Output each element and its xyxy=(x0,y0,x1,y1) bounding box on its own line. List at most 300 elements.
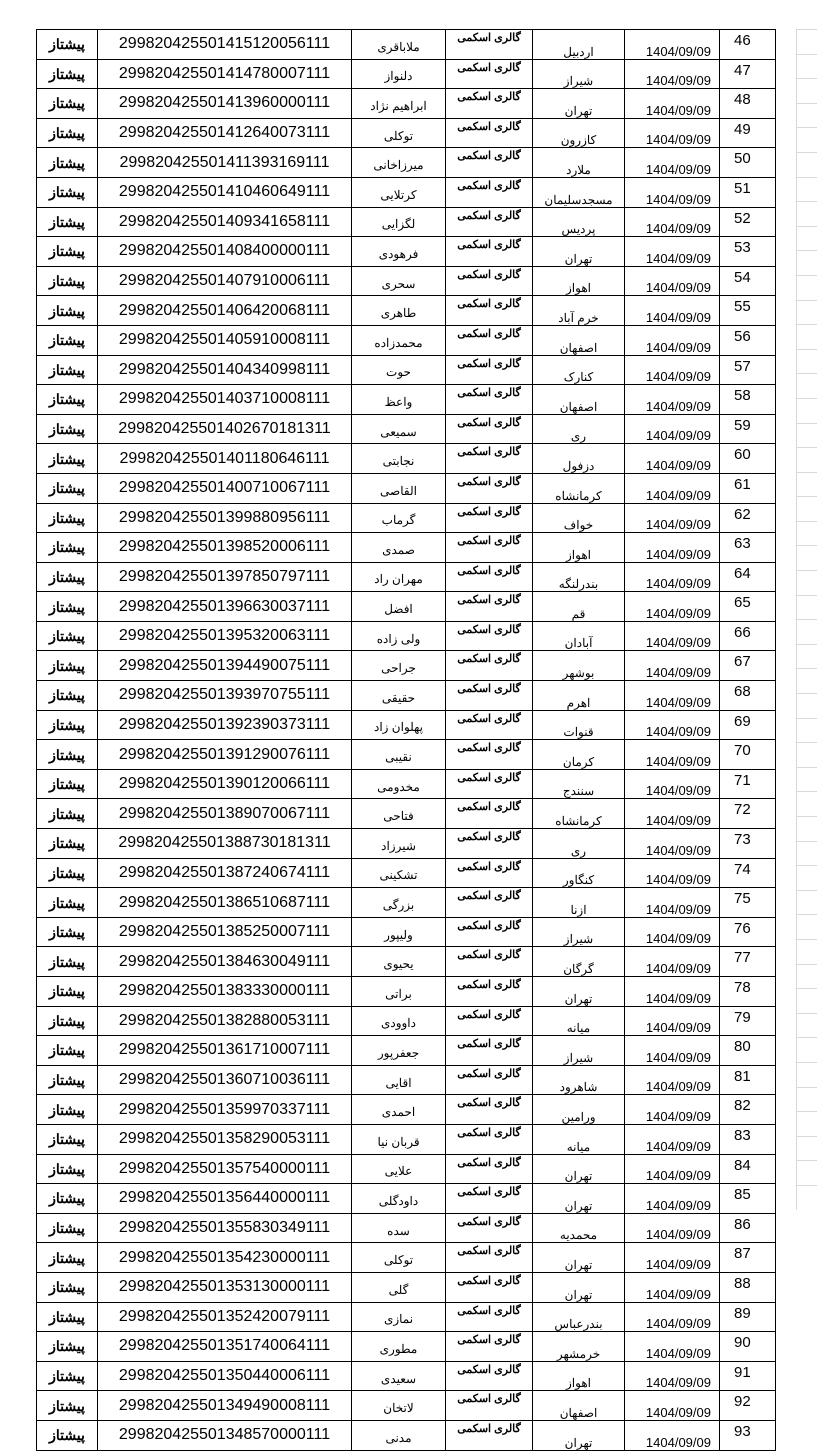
cell-gallery: گالری اسکمی xyxy=(446,473,533,503)
cell-row-number: 76 xyxy=(720,917,776,947)
table-row xyxy=(37,414,776,444)
cell-customer-name: مطوری xyxy=(352,1332,446,1362)
table-row xyxy=(37,681,776,711)
cell-gallery: گالری اسکمی xyxy=(446,1243,533,1273)
cell-shipping-type: پیشتاز xyxy=(37,917,98,947)
cell-tracking-code: 299820425501353130000111 xyxy=(98,1272,352,1302)
cell-row-number: 74 xyxy=(720,858,776,888)
cell-date: 1404/09/09 xyxy=(625,148,720,178)
cell-city: اهرم xyxy=(533,681,625,711)
cell-shipping-type: پیشتاز xyxy=(37,118,98,148)
cell-customer-name: پهلوان زاد xyxy=(352,710,446,740)
cell-row-number: 67 xyxy=(720,651,776,681)
cell-shipping-type: پیشتاز xyxy=(37,1243,98,1273)
cell-row-number: 68 xyxy=(720,681,776,711)
cell-row-number: 89 xyxy=(720,1302,776,1332)
cell-city: خرم آباد xyxy=(533,296,625,326)
cell-row-number: 59 xyxy=(720,414,776,444)
cell-tracking-code: 299820425501354230000111 xyxy=(98,1243,352,1273)
cell-row-number: 84 xyxy=(720,1154,776,1184)
grid-cell xyxy=(796,152,817,177)
cell-tracking-code: 299820425501391290076111 xyxy=(98,740,352,770)
cell-customer-name: نمازی xyxy=(352,1302,446,1332)
cell-city: مسجدسلیمان xyxy=(533,177,625,207)
table-row xyxy=(37,59,776,89)
cell-customer-name: اقایی xyxy=(352,1065,446,1095)
cell-date: 1404/09/09 xyxy=(625,1272,720,1302)
cell-date: 1404/09/09 xyxy=(625,977,720,1007)
grid-cell xyxy=(796,496,817,521)
table-row xyxy=(37,325,776,355)
cell-customer-name: افضل xyxy=(352,592,446,622)
cell-row-number: 48 xyxy=(720,89,776,119)
cell-date: 1404/09/09 xyxy=(625,1036,720,1066)
cell-city: ازنا xyxy=(533,888,625,918)
cell-gallery: گالری اسکمی xyxy=(446,148,533,178)
cell-row-number: 62 xyxy=(720,503,776,533)
table-row xyxy=(37,1154,776,1184)
grid-cell xyxy=(796,54,817,79)
cell-shipping-type: پیشتاز xyxy=(37,325,98,355)
cell-shipping-type: پیشتاز xyxy=(37,148,98,178)
cell-row-number: 57 xyxy=(720,355,776,385)
cell-tracking-code: 299820425501384630049111 xyxy=(98,947,352,977)
table-row xyxy=(37,769,776,799)
cell-shipping-type: پیشتاز xyxy=(37,207,98,237)
grid-cell xyxy=(796,914,817,939)
table-row xyxy=(37,296,776,326)
cell-customer-name: مهران راد xyxy=(352,562,446,592)
cell-customer-name: سده xyxy=(352,1213,446,1243)
cell-city: اهواز xyxy=(533,266,625,296)
cell-tracking-code: 299820425501350440006111 xyxy=(98,1361,352,1391)
cell-row-number: 65 xyxy=(720,592,776,622)
cell-city: ری xyxy=(533,829,625,859)
cell-gallery: گالری اسکمی xyxy=(446,621,533,651)
cell-shipping-type: پیشتاز xyxy=(37,888,98,918)
cell-row-number: 54 xyxy=(720,266,776,296)
grid-cell xyxy=(796,103,817,128)
cell-row-number: 69 xyxy=(720,710,776,740)
table-row xyxy=(37,1184,776,1214)
cell-tracking-code: 299820425501410460649111 xyxy=(98,177,352,207)
cell-city: میانه xyxy=(533,1006,625,1036)
cell-date: 1404/09/09 xyxy=(625,562,720,592)
table-body xyxy=(37,30,776,1451)
grid-cell xyxy=(796,1013,817,1038)
cell-gallery: گالری اسکمی xyxy=(446,1361,533,1391)
cell-date: 1404/09/09 xyxy=(625,237,720,267)
table-row xyxy=(37,473,776,503)
cell-shipping-type: پیشتاز xyxy=(37,177,98,207)
cell-gallery: گالری اسکمی xyxy=(446,385,533,415)
cell-row-number: 73 xyxy=(720,829,776,859)
cell-city: تهران xyxy=(533,1154,625,1184)
grid-cell xyxy=(796,324,817,349)
cell-shipping-type: پیشتاز xyxy=(37,1006,98,1036)
cell-gallery: گالری اسکمی xyxy=(446,59,533,89)
cell-gallery: گالری اسکمی xyxy=(446,799,533,829)
cell-row-number: 79 xyxy=(720,1006,776,1036)
cell-gallery: گالری اسکمی xyxy=(446,503,533,533)
cell-tracking-code: 299820425501358290053111 xyxy=(98,1124,352,1154)
cell-city: اهواز xyxy=(533,533,625,563)
table-row xyxy=(37,947,776,977)
cell-city: کرمانشاه xyxy=(533,799,625,829)
cell-customer-name: مخدومی xyxy=(352,769,446,799)
cell-shipping-type: پیشتاز xyxy=(37,977,98,1007)
cell-row-number: 47 xyxy=(720,59,776,89)
cell-customer-name: ملاباقری xyxy=(352,30,446,60)
cell-city: کرمان xyxy=(533,740,625,770)
cell-gallery: گالری اسکمی xyxy=(446,1124,533,1154)
cell-gallery: گالری اسکمی xyxy=(446,592,533,622)
cell-row-number: 60 xyxy=(720,444,776,474)
cell-row-number: 75 xyxy=(720,888,776,918)
grid-cell xyxy=(796,1160,817,1185)
cell-customer-name: سعیدی xyxy=(352,1361,446,1391)
cell-customer-name: فتاحی xyxy=(352,799,446,829)
cell-gallery: گالری اسکمی xyxy=(446,414,533,444)
grid-cell xyxy=(796,349,817,374)
cell-gallery: گالری اسکمی xyxy=(446,1006,533,1036)
cell-shipping-type: پیشتاز xyxy=(37,1213,98,1243)
cell-customer-name: گلی xyxy=(352,1272,446,1302)
cell-row-number: 71 xyxy=(720,769,776,799)
cell-customer-name: محمدزاده xyxy=(352,325,446,355)
grid-cell xyxy=(796,890,817,915)
cell-city: تهران xyxy=(533,1243,625,1273)
table-row xyxy=(37,30,776,60)
table-row xyxy=(37,148,776,178)
cell-city: تهران xyxy=(533,1420,625,1450)
cell-row-number: 80 xyxy=(720,1036,776,1066)
cell-city: اردبیل xyxy=(533,30,625,60)
cell-shipping-type: پیشتاز xyxy=(37,681,98,711)
cell-date: 1404/09/09 xyxy=(625,1213,720,1243)
cell-customer-name: جعفرپور xyxy=(352,1036,446,1066)
cell-shipping-type: پیشتاز xyxy=(37,947,98,977)
table-row xyxy=(37,89,776,119)
grid-cell xyxy=(796,472,817,497)
cell-date: 1404/09/09 xyxy=(625,503,720,533)
cell-customer-name: ابراهیم نژاد xyxy=(352,89,446,119)
cell-shipping-type: پیشتاز xyxy=(37,1184,98,1214)
cell-row-number: 53 xyxy=(720,237,776,267)
cell-customer-name: حقیقی xyxy=(352,681,446,711)
cell-customer-name: فرهودی xyxy=(352,237,446,267)
cell-city: بندرلنگه xyxy=(533,562,625,592)
cell-customer-name: جراحی xyxy=(352,651,446,681)
grid-cell xyxy=(796,791,817,816)
cell-customer-name: دلنواز xyxy=(352,59,446,89)
cell-city: میانه xyxy=(533,1124,625,1154)
cell-date: 1404/09/09 xyxy=(625,681,720,711)
cell-city: گرگان xyxy=(533,947,625,977)
cell-shipping-type: پیشتاز xyxy=(37,1154,98,1184)
cell-tracking-code: 299820425501361710007111 xyxy=(98,1036,352,1066)
grid-cell xyxy=(796,78,817,103)
cell-date: 1404/09/09 xyxy=(625,829,720,859)
table-row xyxy=(37,207,776,237)
cell-gallery: گالری اسکمی xyxy=(446,1272,533,1302)
grid-cell xyxy=(796,447,817,472)
grid-cell xyxy=(796,718,817,743)
cell-customer-name: ولی زاده xyxy=(352,621,446,651)
grid-cell xyxy=(796,570,817,595)
cell-tracking-code: 299820425501398520006111 xyxy=(98,533,352,563)
cell-city: قم xyxy=(533,592,625,622)
cell-tracking-code: 299820425501399880956111 xyxy=(98,503,352,533)
cell-date: 1404/09/09 xyxy=(625,799,720,829)
grid-cell xyxy=(796,423,817,448)
grid-cell xyxy=(796,398,817,423)
cell-customer-name: مدنی xyxy=(352,1420,446,1450)
table-row xyxy=(37,1065,776,1095)
cell-gallery: گالری اسکمی xyxy=(446,710,533,740)
cell-date: 1404/09/09 xyxy=(625,266,720,296)
table-row xyxy=(37,444,776,474)
cell-tracking-code: 299820425501415120056111 xyxy=(98,30,352,60)
table-row xyxy=(37,1006,776,1036)
table-row xyxy=(37,562,776,592)
cell-city: ملارد xyxy=(533,148,625,178)
cell-tracking-code: 299820425501402670181311 xyxy=(98,414,352,444)
cell-row-number: 64 xyxy=(720,562,776,592)
cell-city: ورامین xyxy=(533,1095,625,1125)
table-row xyxy=(37,829,776,859)
cell-customer-name: یحیوی xyxy=(352,947,446,977)
cell-date: 1404/09/09 xyxy=(625,710,720,740)
cell-shipping-type: پیشتاز xyxy=(37,444,98,474)
cell-row-number: 46 xyxy=(720,30,776,60)
cell-row-number: 63 xyxy=(720,533,776,563)
cell-city: تهران xyxy=(533,237,625,267)
table-row xyxy=(37,1420,776,1450)
table-row xyxy=(37,1361,776,1391)
table-row xyxy=(37,355,776,385)
cell-tracking-code: 299820425501387240674111 xyxy=(98,858,352,888)
cell-date: 1404/09/09 xyxy=(625,592,720,622)
cell-row-number: 78 xyxy=(720,977,776,1007)
cell-date: 1404/09/09 xyxy=(625,740,720,770)
cell-tracking-code: 299820425501349490008111 xyxy=(98,1391,352,1421)
shipment-table xyxy=(36,29,776,1451)
cell-row-number: 83 xyxy=(720,1124,776,1154)
cell-date: 1404/09/09 xyxy=(625,207,720,237)
cell-city: اصفهان xyxy=(533,325,625,355)
grid-cell xyxy=(796,865,817,890)
table-row xyxy=(37,651,776,681)
cell-shipping-type: پیشتاز xyxy=(37,592,98,622)
cell-shipping-type: پیشتاز xyxy=(37,385,98,415)
table-row xyxy=(37,592,776,622)
grid-cell xyxy=(796,1087,817,1112)
cell-customer-name: القاصی xyxy=(352,473,446,503)
cell-date: 1404/09/09 xyxy=(625,1065,720,1095)
cell-tracking-code: 299820425501352420079111 xyxy=(98,1302,352,1332)
cell-tracking-code: 299820425501393970755111 xyxy=(98,681,352,711)
cell-row-number: 52 xyxy=(720,207,776,237)
cell-row-number: 66 xyxy=(720,621,776,651)
cell-gallery: گالری اسکمی xyxy=(446,1184,533,1214)
cell-row-number: 93 xyxy=(720,1420,776,1450)
cell-tracking-code: 299820425501386510687111 xyxy=(98,888,352,918)
cell-tracking-code: 299820425501404340998111 xyxy=(98,355,352,385)
cell-city: بندرعباس xyxy=(533,1302,625,1332)
cell-tracking-code: 299820425501412640073111 xyxy=(98,118,352,148)
table-row xyxy=(37,710,776,740)
cell-gallery: گالری اسکمی xyxy=(446,947,533,977)
cell-gallery: گالری اسکمی xyxy=(446,118,533,148)
cell-tracking-code: 299820425501360710036111 xyxy=(98,1065,352,1095)
cell-shipping-type: پیشتاز xyxy=(37,858,98,888)
cell-customer-name: داودگلی xyxy=(352,1184,446,1214)
cell-tracking-code: 299820425501356440000111 xyxy=(98,1184,352,1214)
cell-shipping-type: پیشتاز xyxy=(37,30,98,60)
cell-tracking-code: 299820425501395320063111 xyxy=(98,621,352,651)
cell-shipping-type: پیشتاز xyxy=(37,237,98,267)
cell-city: اصفهان xyxy=(533,1391,625,1421)
cell-gallery: گالری اسکمی xyxy=(446,325,533,355)
cell-date: 1404/09/09 xyxy=(625,1391,720,1421)
cell-city: تهران xyxy=(533,89,625,119)
cell-city: تهران xyxy=(533,1272,625,1302)
grid-cell xyxy=(796,939,817,964)
cell-city: آبادان xyxy=(533,621,625,651)
cell-tracking-code: 299820425501411393169111 xyxy=(98,148,352,178)
cell-city: ری xyxy=(533,414,625,444)
cell-date: 1404/09/09 xyxy=(625,89,720,119)
cell-shipping-type: پیشتاز xyxy=(37,473,98,503)
cell-tracking-code: 299820425501357540000111 xyxy=(98,1154,352,1184)
cell-shipping-type: پیشتاز xyxy=(37,769,98,799)
grid-cell xyxy=(796,619,817,644)
table-row xyxy=(37,621,776,651)
cell-shipping-type: پیشتاز xyxy=(37,89,98,119)
cell-customer-name: صمدی xyxy=(352,533,446,563)
cell-customer-name: لاتخان xyxy=(352,1391,446,1421)
table-row xyxy=(37,1332,776,1362)
cell-tracking-code: 299820425501348570000111 xyxy=(98,1420,352,1450)
cell-shipping-type: پیشتاز xyxy=(37,651,98,681)
cell-row-number: 90 xyxy=(720,1332,776,1362)
cell-row-number: 72 xyxy=(720,799,776,829)
cell-customer-name: طاهری xyxy=(352,296,446,326)
cell-date: 1404/09/09 xyxy=(625,651,720,681)
cell-tracking-code: 299820425501397850797111 xyxy=(98,562,352,592)
cell-date: 1404/09/09 xyxy=(625,385,720,415)
cell-city: اصفهان xyxy=(533,385,625,415)
cell-customer-name: ولیپور xyxy=(352,917,446,947)
cell-shipping-type: پیشتاز xyxy=(37,829,98,859)
cell-date: 1404/09/09 xyxy=(625,325,720,355)
cell-date: 1404/09/09 xyxy=(625,414,720,444)
cell-date: 1404/09/09 xyxy=(625,30,720,60)
cell-gallery: گالری اسکمی xyxy=(446,888,533,918)
cell-date: 1404/09/09 xyxy=(625,533,720,563)
cell-tracking-code: 299820425501351740064111 xyxy=(98,1332,352,1362)
cell-tracking-code: 299820425501383330000111 xyxy=(98,977,352,1007)
grid-cell xyxy=(796,250,817,275)
cell-gallery: گالری اسکمی xyxy=(446,829,533,859)
cell-customer-name: احمدی xyxy=(352,1095,446,1125)
cell-city: قنوات xyxy=(533,710,625,740)
cell-gallery: گالری اسکمی xyxy=(446,1065,533,1095)
grid-cell xyxy=(796,668,817,693)
cell-gallery: گالری اسکمی xyxy=(446,444,533,474)
cell-shipping-type: پیشتاز xyxy=(37,710,98,740)
grid-cell xyxy=(796,693,817,718)
cell-city: شاهرود xyxy=(533,1065,625,1095)
cell-tracking-code: 299820425501407910006111 xyxy=(98,266,352,296)
cell-tracking-code: 299820425501394490075111 xyxy=(98,651,352,681)
cell-customer-name: کرتلایی xyxy=(352,177,446,207)
cell-customer-name: شیرزاد xyxy=(352,829,446,859)
cell-gallery: گالری اسکمی xyxy=(446,1332,533,1362)
cell-row-number: 86 xyxy=(720,1213,776,1243)
cell-tracking-code: 299820425501406420068111 xyxy=(98,296,352,326)
cell-shipping-type: پیشتاز xyxy=(37,296,98,326)
cell-row-number: 87 xyxy=(720,1243,776,1273)
grid-cell xyxy=(796,841,817,866)
cell-gallery: گالری اسکمی xyxy=(446,30,533,60)
cell-tracking-code: 299820425501400710067111 xyxy=(98,473,352,503)
cell-customer-name: لگزایی xyxy=(352,207,446,237)
table-row xyxy=(37,1302,776,1332)
cell-date: 1404/09/09 xyxy=(625,1420,720,1450)
cell-row-number: 77 xyxy=(720,947,776,977)
table-row xyxy=(37,977,776,1007)
grid-cell xyxy=(796,988,817,1013)
cell-date: 1404/09/09 xyxy=(625,59,720,89)
table-row xyxy=(37,266,776,296)
cell-shipping-type: پیشتاز xyxy=(37,1124,98,1154)
grid-cell xyxy=(796,545,817,570)
cell-shipping-type: پیشتاز xyxy=(37,414,98,444)
table-row xyxy=(37,237,776,267)
cell-date: 1404/09/09 xyxy=(625,858,720,888)
cell-city: کازرون xyxy=(533,118,625,148)
grid-cell xyxy=(796,177,817,202)
cell-tracking-code: 299820425501389070067111 xyxy=(98,799,352,829)
cell-tracking-code: 299820425501405910008111 xyxy=(98,325,352,355)
cell-gallery: گالری اسکمی xyxy=(446,355,533,385)
cell-customer-name: میرزاخانی xyxy=(352,148,446,178)
cell-tracking-code: 299820425501401180646111 xyxy=(98,444,352,474)
grid-cell xyxy=(796,595,817,620)
cell-shipping-type: پیشتاز xyxy=(37,533,98,563)
grid-cell xyxy=(796,1062,817,1087)
cell-date: 1404/09/09 xyxy=(625,1361,720,1391)
cell-city: خواف xyxy=(533,503,625,533)
cell-gallery: گالری اسکمی xyxy=(446,769,533,799)
cell-customer-name: توکلی xyxy=(352,118,446,148)
cell-gallery: گالری اسکمی xyxy=(446,977,533,1007)
table-row xyxy=(37,1243,776,1273)
cell-tracking-code: 299820425501409341658111 xyxy=(98,207,352,237)
cell-city: کنگاور xyxy=(533,858,625,888)
cell-city: محمدیه xyxy=(533,1213,625,1243)
grid-cell xyxy=(796,816,817,841)
cell-city: تهران xyxy=(533,977,625,1007)
cell-shipping-type: پیشتاز xyxy=(37,1065,98,1095)
cell-customer-name: سحری xyxy=(352,266,446,296)
cell-gallery: گالری اسکمی xyxy=(446,681,533,711)
cell-gallery: گالری اسکمی xyxy=(446,1213,533,1243)
grid-cell xyxy=(796,373,817,398)
cell-customer-name: نجابتی xyxy=(352,444,446,474)
